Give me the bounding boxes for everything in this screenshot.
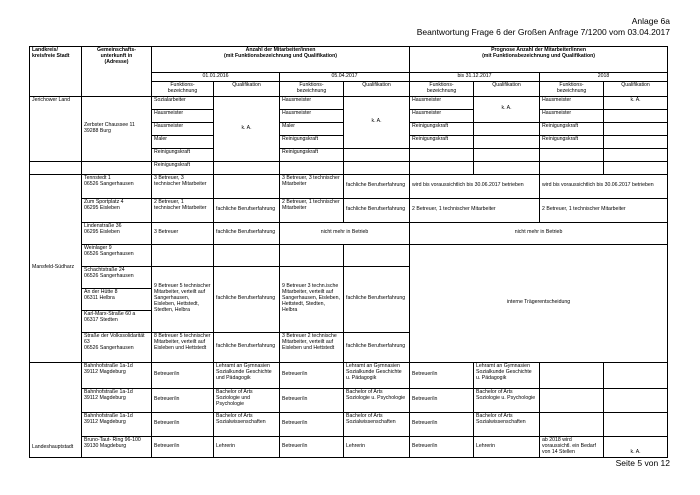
function-cell: Hausmeister <box>540 96 604 109</box>
function-cell: Betreuer/in <box>152 388 214 412</box>
qualification-cell: fachliche Berufserfahrung <box>344 332 410 362</box>
facility-cell: Zerbster Chaussee 11 39288 Burg <box>82 96 152 161</box>
function-cell: Reinigungskraft <box>152 148 214 161</box>
function-cell: 2 Betreuer, 1 technischer Mitarbeiter <box>280 198 344 222</box>
empty-cell <box>604 412 668 436</box>
page-number: Seite 5 von 12 <box>615 458 670 468</box>
qualification-cell: Bachelor of Arts Soziologie u. Psychologie <box>344 388 410 412</box>
qualification-cell: Bachelor of Arts Sozialwissenschaften <box>214 412 280 436</box>
document-subtitle: Beantwortung Frage 6 der Großen Anfrage 7/1200 vom 03.04.2017 <box>416 27 670 37</box>
status-cell: nicht mehr in Betrieb <box>280 222 410 244</box>
qualification-cell: fachliche Berufserfahrung <box>214 332 280 362</box>
empty-cell <box>30 161 82 174</box>
qualification-cell: Bachelor of Arts Soziologie u. Psychologie <box>474 388 540 412</box>
table-row <box>30 388 668 412</box>
empty-cell <box>540 388 604 412</box>
table-row <box>30 436 668 457</box>
function-cell: 9 Betreuer 5 technischer Mitarbeiter, verteilt auf Sangerhausen, Eisleben, Hettstedt, Stedten, Helbra <box>152 266 214 332</box>
facility-cell: Bahnhofstraße 1a-1d 39112 Magdeburg <box>82 412 152 436</box>
forecast-cell: 2 Betreuer, 1 technischer Mitarbeiter <box>540 198 668 222</box>
district-cell: Landeshauptstadt <box>30 362 82 457</box>
function-cell: Reinigungskraft <box>410 122 474 135</box>
qualification-cell: k. A. <box>344 96 410 148</box>
annex-label: Anlage 6a <box>631 16 670 26</box>
qualification-cell: Lehrerin <box>214 436 280 457</box>
empty-cell <box>540 148 604 161</box>
function-cell: Betreuer/in <box>410 362 474 388</box>
function-cell: Sozialarbeiter <box>152 96 214 109</box>
facility-cell: Straße der Volkssolidarität 63 06526 Sangerhausen <box>82 332 152 362</box>
empty-cell <box>474 122 540 135</box>
function-cell: Reinigungskraft <box>280 135 344 148</box>
qualification-cell: Lehramt an Gymnasien Sozialkunde Geschichte und Pädagogik <box>214 362 280 388</box>
table-row <box>30 161 668 174</box>
qualification-cell: Lehrerin <box>474 436 540 457</box>
function-cell: Maler <box>152 135 214 148</box>
table-row <box>30 174 668 198</box>
qualification-cell: Bachelor of Arts Soziologie und Psychologie <box>214 388 280 412</box>
function-cell: Betreuer/in <box>152 412 214 436</box>
function-cell: Reinigungskraft <box>540 122 604 135</box>
function-cell: 3 Betreuer 2 technische Mitarbeiter, verteilt auf Eisleben und Hettstedt <box>280 332 344 362</box>
qualification-cell: k. A. <box>214 96 280 161</box>
header-district: Landkreis/ kreisfreie Stadt <box>30 47 82 97</box>
header-function: Funktions- bezeichnung <box>152 81 214 96</box>
qualification-cell: Bachelor of Arts Sozialwissenschaften <box>474 412 540 436</box>
header-function: Funktions- bezeichnung <box>410 81 474 96</box>
empty-cell <box>604 388 668 412</box>
forecast-cell: ab 2018 wird voraussichtl. ein Bedarf von 14 Stellen <box>540 436 604 457</box>
header-qualification: Qualifikation <box>474 81 540 96</box>
empty-cell <box>280 244 344 266</box>
function-cell: Hausmeister <box>152 122 214 135</box>
empty-cell <box>604 161 668 174</box>
qualification-cell: fachliche Berufserfahrung <box>344 174 410 198</box>
header-function: Funktions- bezeichnung <box>280 81 344 96</box>
function-cell: 2 Betreuer, 1 technischer Mitarbeiter <box>152 198 214 222</box>
function-cell: Hausmeister <box>152 109 214 122</box>
header-date-2017: 05.04.2017 <box>280 73 410 82</box>
function-cell: Hausmeister <box>280 109 344 122</box>
facility-cell: Bahnhofstraße 1a-1d 39112 Magdeburg <box>82 362 152 388</box>
forecast-cell: 2 Betreuer, 1 technischer Mitarbeiter <box>410 198 540 222</box>
qualification-cell: Lehramt an Gymnasien Sozialkunde Geschichte u. Pädagogik <box>474 362 540 388</box>
empty-cell <box>152 244 214 266</box>
empty-cell <box>604 122 668 135</box>
function-cell: Hausmeister <box>540 109 604 122</box>
function-cell: Betreuer/in <box>280 412 344 436</box>
empty-cell <box>540 412 604 436</box>
function-cell: 8 Betreuer 5 technischer Mitarbeiter, verteilt auf Eisleben und Hettstedt <box>152 332 214 362</box>
empty-cell <box>604 362 668 388</box>
qualification-cell: k. A. <box>474 96 540 122</box>
function-cell: Reinigungskraft <box>540 135 604 148</box>
empty-cell <box>474 161 540 174</box>
facility-cell: Bahnhofstraße 1a-1d 39112 Magdeburg <box>82 388 152 412</box>
empty-cell <box>474 135 540 148</box>
empty-cell <box>214 244 280 266</box>
facility-cell: Bruno-Taut- Ring 96-100 39130 Magdeburg <box>82 436 152 457</box>
function-cell: Betreuer/in <box>280 436 344 457</box>
header-function: Funktions- bezeichnung <box>540 81 604 96</box>
table-row <box>30 244 668 266</box>
staff-table <box>29 46 668 458</box>
table-row <box>30 222 668 244</box>
facility-cell: Lindenstraße 36 06295 Eisleben <box>82 222 152 244</box>
function-cell: 3 Betreuer <box>152 222 214 244</box>
header-qualification: Qualifikation <box>604 81 668 96</box>
function-cell: Betreuer/in <box>152 436 214 457</box>
empty-cell <box>82 161 152 174</box>
district-cell: Jerichower Land <box>30 96 82 161</box>
header-count: Anzahl der Mitarbeiter/innen (mit Funktionsbezeichnung und Qualifikation) <box>152 47 410 73</box>
function-cell: Betreuer/in <box>410 388 474 412</box>
facility-cell: Karl-Marx-Straße 60 a 06317 Stedten <box>82 310 152 332</box>
table-row <box>30 412 668 436</box>
facility-cell: An der Hütte 8 06311 Helbra <box>82 288 152 310</box>
function-cell: Maler <box>280 122 344 135</box>
table-row <box>30 198 668 222</box>
empty-cell <box>604 135 668 148</box>
qualification-cell: fachliche Berufserfahrung <box>214 198 280 222</box>
qualification-cell: fachliche Berufserfahrung <box>344 266 410 332</box>
qualification-cell: fachliche Berufserfahrung <box>344 198 410 222</box>
empty-cell <box>540 161 604 174</box>
header-facility: Gemeinschafts- unterkunft in (Adresse) <box>82 47 152 97</box>
qualification-cell: Lehramt an Gymnasien Sozialkunde Geschichte u. Pädagogik <box>344 362 410 388</box>
header-date-2018: 2018 <box>540 73 668 82</box>
table-row <box>30 96 668 109</box>
facility-cell: Tennstedt 1 06526 Sangerhausen <box>82 174 152 198</box>
district-cell: Mansfeld-Südharz <box>30 174 82 362</box>
empty-cell <box>344 161 410 174</box>
function-cell: 3 Betreuer, 3 technischer Mitarbeiter <box>280 174 344 198</box>
header-qualification: Qualifikation <box>344 81 410 96</box>
function-cell: Betreuer/in <box>152 362 214 388</box>
function-cell: 3 Betreuer, 3 technischer Mitarbeiter <box>152 174 214 198</box>
empty-cell <box>280 161 344 174</box>
qualification-cell: Lehrerin <box>344 436 410 457</box>
empty-cell <box>410 148 474 161</box>
function-cell: Betreuer/in <box>410 436 474 457</box>
empty-cell <box>344 244 410 266</box>
facility-cell: Schachtstraße 24 06526 Sangerhausen <box>82 266 152 288</box>
qualification-cell <box>214 174 280 198</box>
empty-cell <box>604 148 668 161</box>
empty-cell <box>214 161 280 174</box>
function-cell: Hausmeister <box>410 109 474 122</box>
empty-cell <box>540 362 604 388</box>
facility-cell: Weinlager 9 06526 Sangerhausen <box>82 244 152 266</box>
qualification-cell: fachliche Berufserfahrung <box>214 222 280 244</box>
qualification-cell: k. A. <box>604 436 668 457</box>
header-row-1 <box>30 47 668 73</box>
function-cell: Hausmeister <box>410 96 474 109</box>
table-row <box>30 362 668 388</box>
function-cell: Reinigungskraft <box>280 148 344 161</box>
empty-cell <box>604 109 668 122</box>
qualification-cell: Bachelor of Arts Sozialwissenschaften <box>344 412 410 436</box>
header-forecast: Prognose Anzahl der Mitarbeiter/innen (mit Funktionsbezeichnung und Qualifikation) <box>410 47 668 73</box>
function-cell: Reinigungskraft <box>410 135 474 148</box>
qualification-cell: k. A. <box>604 96 668 109</box>
function-cell: 9 Betreuer 3 techn.ische Mitarbeiter, verteilt auf Sangerhausen, Eisleben, Hettstedt, Stedten, Helbra <box>280 266 344 332</box>
header-date-bis-2017: bis 31.12.2017 <box>410 73 540 82</box>
function-cell: Betreuer/in <box>280 388 344 412</box>
qualification-cell: fachliche Berufserfahrung <box>214 266 280 332</box>
function-cell: Betreuer/in <box>410 412 474 436</box>
function-cell: Betreuer/in <box>280 362 344 388</box>
forecast-cell: wird bis voraussichtlich bis 30.06.2017 betrieben <box>410 174 540 198</box>
forecast-cell: wird bis voraussichtlich bis 30.06.2017 betrieben <box>540 174 668 198</box>
empty-cell <box>344 148 410 161</box>
function-cell: Hausmeister <box>280 96 344 109</box>
header-qualification: Qualifikation <box>214 81 280 96</box>
facility-cell: Zum Sportplatz 4 06295 Eisleben <box>82 198 152 222</box>
forecast-cell: interne Trägerentscheidung <box>410 244 668 362</box>
function-cell: Reinigungskraft <box>152 161 214 174</box>
header-date-2016: 01.01.2016 <box>152 73 280 82</box>
empty-cell <box>410 161 474 174</box>
status-cell: nicht mehr in Betrieb <box>410 222 668 244</box>
empty-cell <box>474 148 540 161</box>
